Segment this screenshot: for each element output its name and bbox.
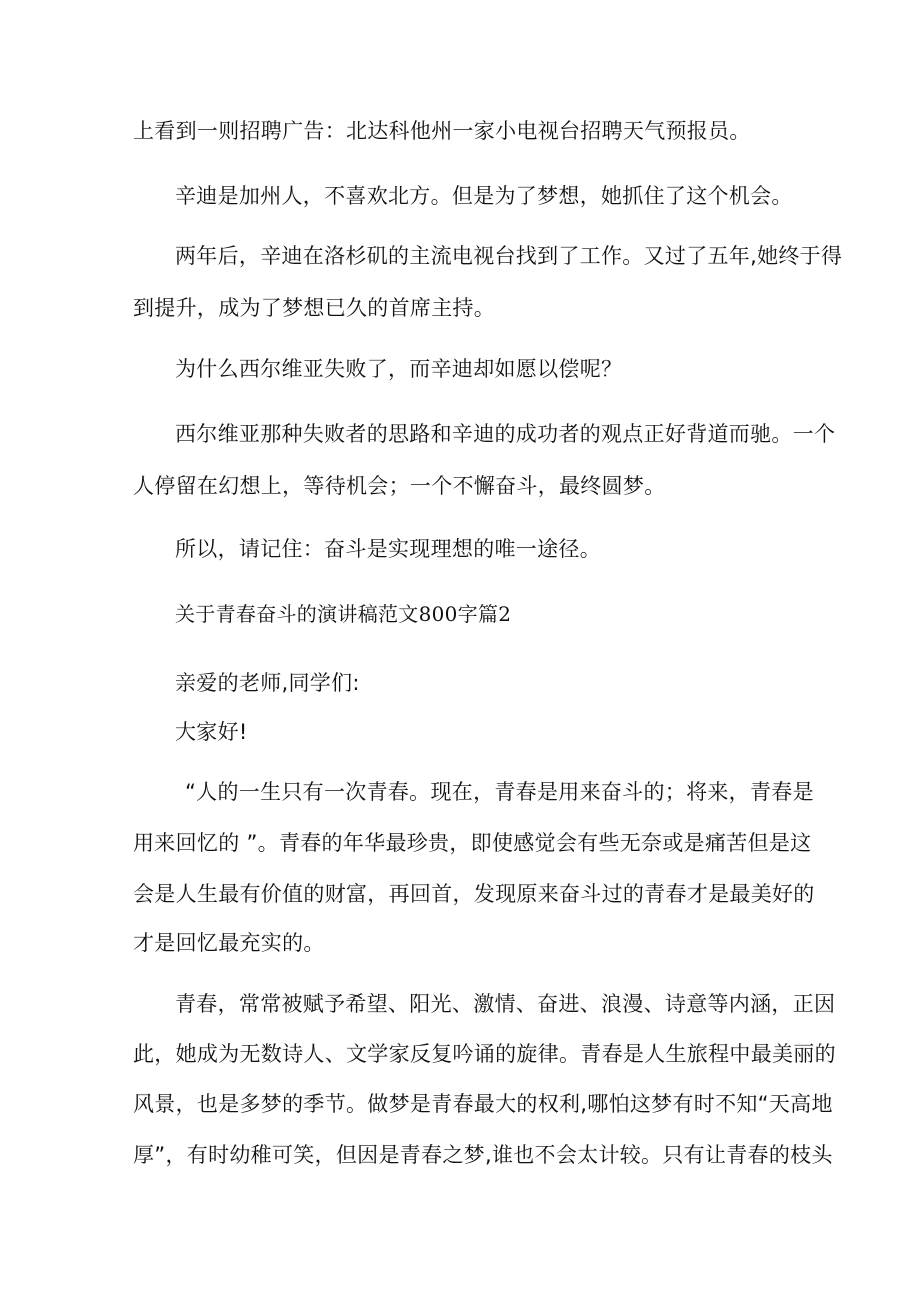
paragraph-line: “人的一生只有一次青春。现在，青春是用来奋斗的；将来，青春是 — [185, 780, 814, 804]
paragraph-line: 到提升，成为了梦想已久的首席主持。 — [133, 296, 496, 320]
paragraph-line: 用来回忆的 ”。青春的年华最珍贵，即使感觉会有些无奈或是痛苦但是这 — [133, 831, 812, 855]
paragraph-line: 会是人生最有价值的财富，再回首，发现原来奋斗过的青春才是最美好的 — [133, 882, 815, 906]
paragraph-line: 人停留在幻想上，等待机会；一个不懈奋斗，最终圆梦。 — [133, 474, 666, 498]
paragraph-line: 青春，常常被赋予希望、阳光、激情、奋进、浪漫、诗意等内涵，正因 — [175, 992, 836, 1016]
greeting-line: 大家好! — [175, 720, 248, 744]
salutation-line: 亲爱的老师,同学们: — [175, 671, 360, 695]
paragraph-line: 才是回忆最充实的。 — [133, 931, 325, 955]
paragraph-line: 风景，也是多梦的季节。做梦是青春最大的权利,哪怕这梦有时不知“天高地 — [133, 1092, 833, 1116]
paragraph-line: 两年后，辛迪在洛杉矶的主流电视台找到了工作。又过了五年,她终于得 — [175, 244, 843, 268]
paragraph-line: 辛迪是加州人，不喜欢北方。但是为了梦想，她抓住了这个机会。 — [175, 184, 793, 208]
paragraph-line: 为什么西尔维亚失败了，而辛迪却如愿以偿呢？ — [175, 357, 623, 381]
paragraph-line: 上看到一则招聘广告：北达科他州一家小电视台招聘天气预报员。 — [133, 119, 751, 143]
paragraph-line: 西尔维亚那种失败者的思路和辛迪的成功者的观点正好背道而驰。一个 — [175, 422, 836, 446]
section-heading: 关于青春奋斗的演讲稿范文800字篇2 — [175, 602, 512, 626]
paragraph-line: 厚”，有时幼稚可笑，但因是青春之梦,谁也不会太计较。只有让青春的枝头 — [133, 1143, 833, 1167]
paragraph-line: 所以，请记住：奋斗是实现理想的唯一途径。 — [175, 537, 601, 561]
paragraph-line: 此，她成为无数诗人、文学家反复吟诵的旋律。青春是人生旅程中最美丽的 — [133, 1042, 836, 1066]
